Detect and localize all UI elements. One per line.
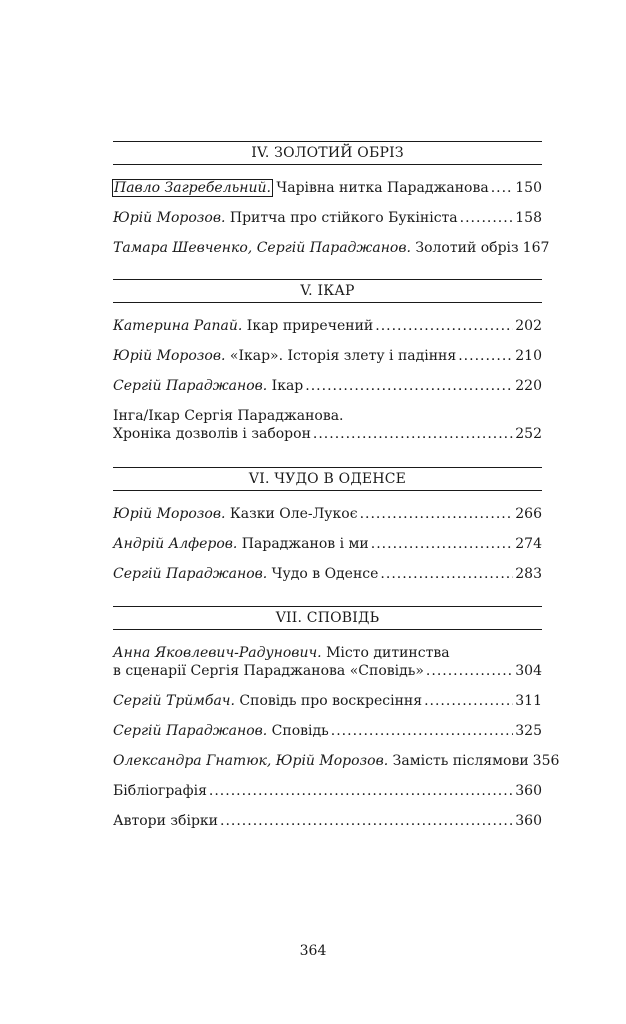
entry-title: «Ікар». Історія злету і падіння bbox=[225, 348, 457, 364]
toc-entry[interactable] bbox=[113, 317, 542, 335]
entry-author: Сергій Параджанов. bbox=[113, 378, 268, 394]
leader-dots bbox=[458, 347, 513, 365]
entry-title: Автори збірки bbox=[113, 813, 218, 829]
entry-page: 220 bbox=[515, 378, 542, 394]
entry-title: Сповідь про воскресіння bbox=[234, 693, 423, 709]
entry-author: Катерина Рапай. bbox=[113, 318, 243, 334]
toc-entry[interactable] bbox=[113, 565, 542, 583]
entry-page: 252 bbox=[515, 426, 542, 442]
entry-title: Бібліографія bbox=[113, 783, 207, 799]
entry-page: 202 bbox=[515, 318, 542, 334]
entry-title: Чарівна нитка Параджанова bbox=[271, 180, 489, 196]
leader-dots bbox=[305, 377, 513, 395]
section-heading: V. ІКАР bbox=[113, 279, 542, 303]
toc-entry[interactable] bbox=[113, 812, 542, 830]
entry-author: Олександра Гнатюк, Юрій Морозов. bbox=[113, 753, 389, 769]
leader-dots bbox=[426, 662, 513, 680]
entry-title: Притча про стійкого Букініста bbox=[225, 210, 458, 226]
entry-title: Ікар bbox=[267, 378, 304, 394]
section-v bbox=[113, 279, 542, 455]
entry-page: 150 bbox=[515, 180, 542, 196]
leader-dots bbox=[491, 179, 514, 197]
section-heading: VI. ЧУДО В ОДЕНСЕ bbox=[113, 467, 542, 491]
leader-dots bbox=[375, 317, 513, 335]
entry-title: Казки Оле-Лукоє bbox=[225, 506, 358, 522]
entry-title: Золотий обріз bbox=[410, 240, 519, 256]
leader-dots bbox=[331, 722, 514, 740]
entry-title-line1: Місто дитинства bbox=[321, 645, 450, 661]
toc-entry[interactable] bbox=[113, 752, 560, 770]
entry-page: 360 bbox=[515, 813, 542, 829]
entry-title: в сценарії Сергія Параджанова «Сповідь» bbox=[113, 663, 424, 679]
entry-title: Параджанов і ми bbox=[237, 536, 369, 552]
toc-entry[interactable] bbox=[113, 347, 542, 365]
entry-page: 158 bbox=[515, 210, 542, 226]
toc-entry[interactable] bbox=[113, 692, 542, 710]
entry-author: Юрій Морозов. bbox=[113, 506, 226, 522]
toc-entry[interactable] bbox=[113, 535, 542, 553]
entry-author: Андрій Алферов. bbox=[113, 536, 238, 552]
entry-author: Павло Загребельний. bbox=[114, 180, 271, 196]
leader-dots bbox=[209, 782, 513, 800]
toc-entry[interactable] bbox=[113, 722, 542, 740]
toc-entry[interactable] bbox=[113, 407, 542, 443]
entry-page: 325 bbox=[515, 723, 542, 739]
entry-page: 210 bbox=[515, 348, 542, 364]
section-vi bbox=[113, 467, 542, 595]
entry-title: Сповідь bbox=[267, 723, 329, 739]
entry-author: Сергій Параджанов. bbox=[113, 566, 268, 582]
entry-page: 266 bbox=[515, 506, 542, 522]
entry-title: Чудо в Оденсе bbox=[267, 566, 379, 582]
section-heading: IV. ЗОЛОТИЙ ОБРІЗ bbox=[113, 141, 542, 165]
leader-dots bbox=[380, 565, 513, 583]
entry-author: Сергій Параджанов. bbox=[113, 723, 268, 739]
entry-page: 356 bbox=[532, 753, 560, 769]
entry-page: 311 bbox=[515, 693, 542, 709]
page-number: 364 bbox=[299, 943, 327, 959]
toc-entry[interactable] bbox=[113, 209, 542, 227]
entry-title-line1: Інга/Ікар Сергія Параджанова. bbox=[113, 408, 344, 424]
entry-author: Тамара Шевченко, Сергій Параджанов. bbox=[113, 240, 411, 256]
entry-page: 274 bbox=[515, 536, 542, 552]
entry-author: Юрій Морозов. bbox=[113, 210, 226, 226]
leader-dots bbox=[460, 209, 514, 227]
toc-entry[interactable] bbox=[113, 505, 542, 523]
entry-title: Хроніка дозволів і заборон bbox=[113, 426, 311, 442]
toc-entry[interactable] bbox=[113, 179, 542, 197]
entry-page: 360 bbox=[515, 783, 542, 799]
leader-dots bbox=[371, 535, 514, 553]
section-iv bbox=[113, 141, 550, 269]
leader-dots bbox=[313, 425, 513, 443]
entry-title: Замість післямови bbox=[388, 753, 529, 769]
entry-author: Анна Яковлевич-Радунович. bbox=[113, 645, 322, 661]
leader-dots bbox=[220, 812, 513, 830]
entry-page: 283 bbox=[515, 566, 542, 582]
section-vii bbox=[113, 606, 560, 842]
entry-author: Юрій Морозов. bbox=[113, 348, 226, 364]
toc-entry[interactable] bbox=[113, 377, 542, 395]
entry-page: 167 bbox=[522, 240, 550, 256]
toc-entry[interactable] bbox=[113, 239, 550, 257]
entry-page: 304 bbox=[515, 663, 542, 679]
section-heading: VII. СПОВІДЬ bbox=[113, 606, 542, 630]
leader-dots bbox=[360, 505, 514, 523]
entry-author: Сергій Трймбач. bbox=[113, 693, 235, 709]
toc-entry[interactable] bbox=[113, 644, 542, 680]
entry-title: Ікар приречений bbox=[242, 318, 374, 334]
leader-dots bbox=[424, 692, 513, 710]
toc-entry[interactable] bbox=[113, 782, 542, 800]
